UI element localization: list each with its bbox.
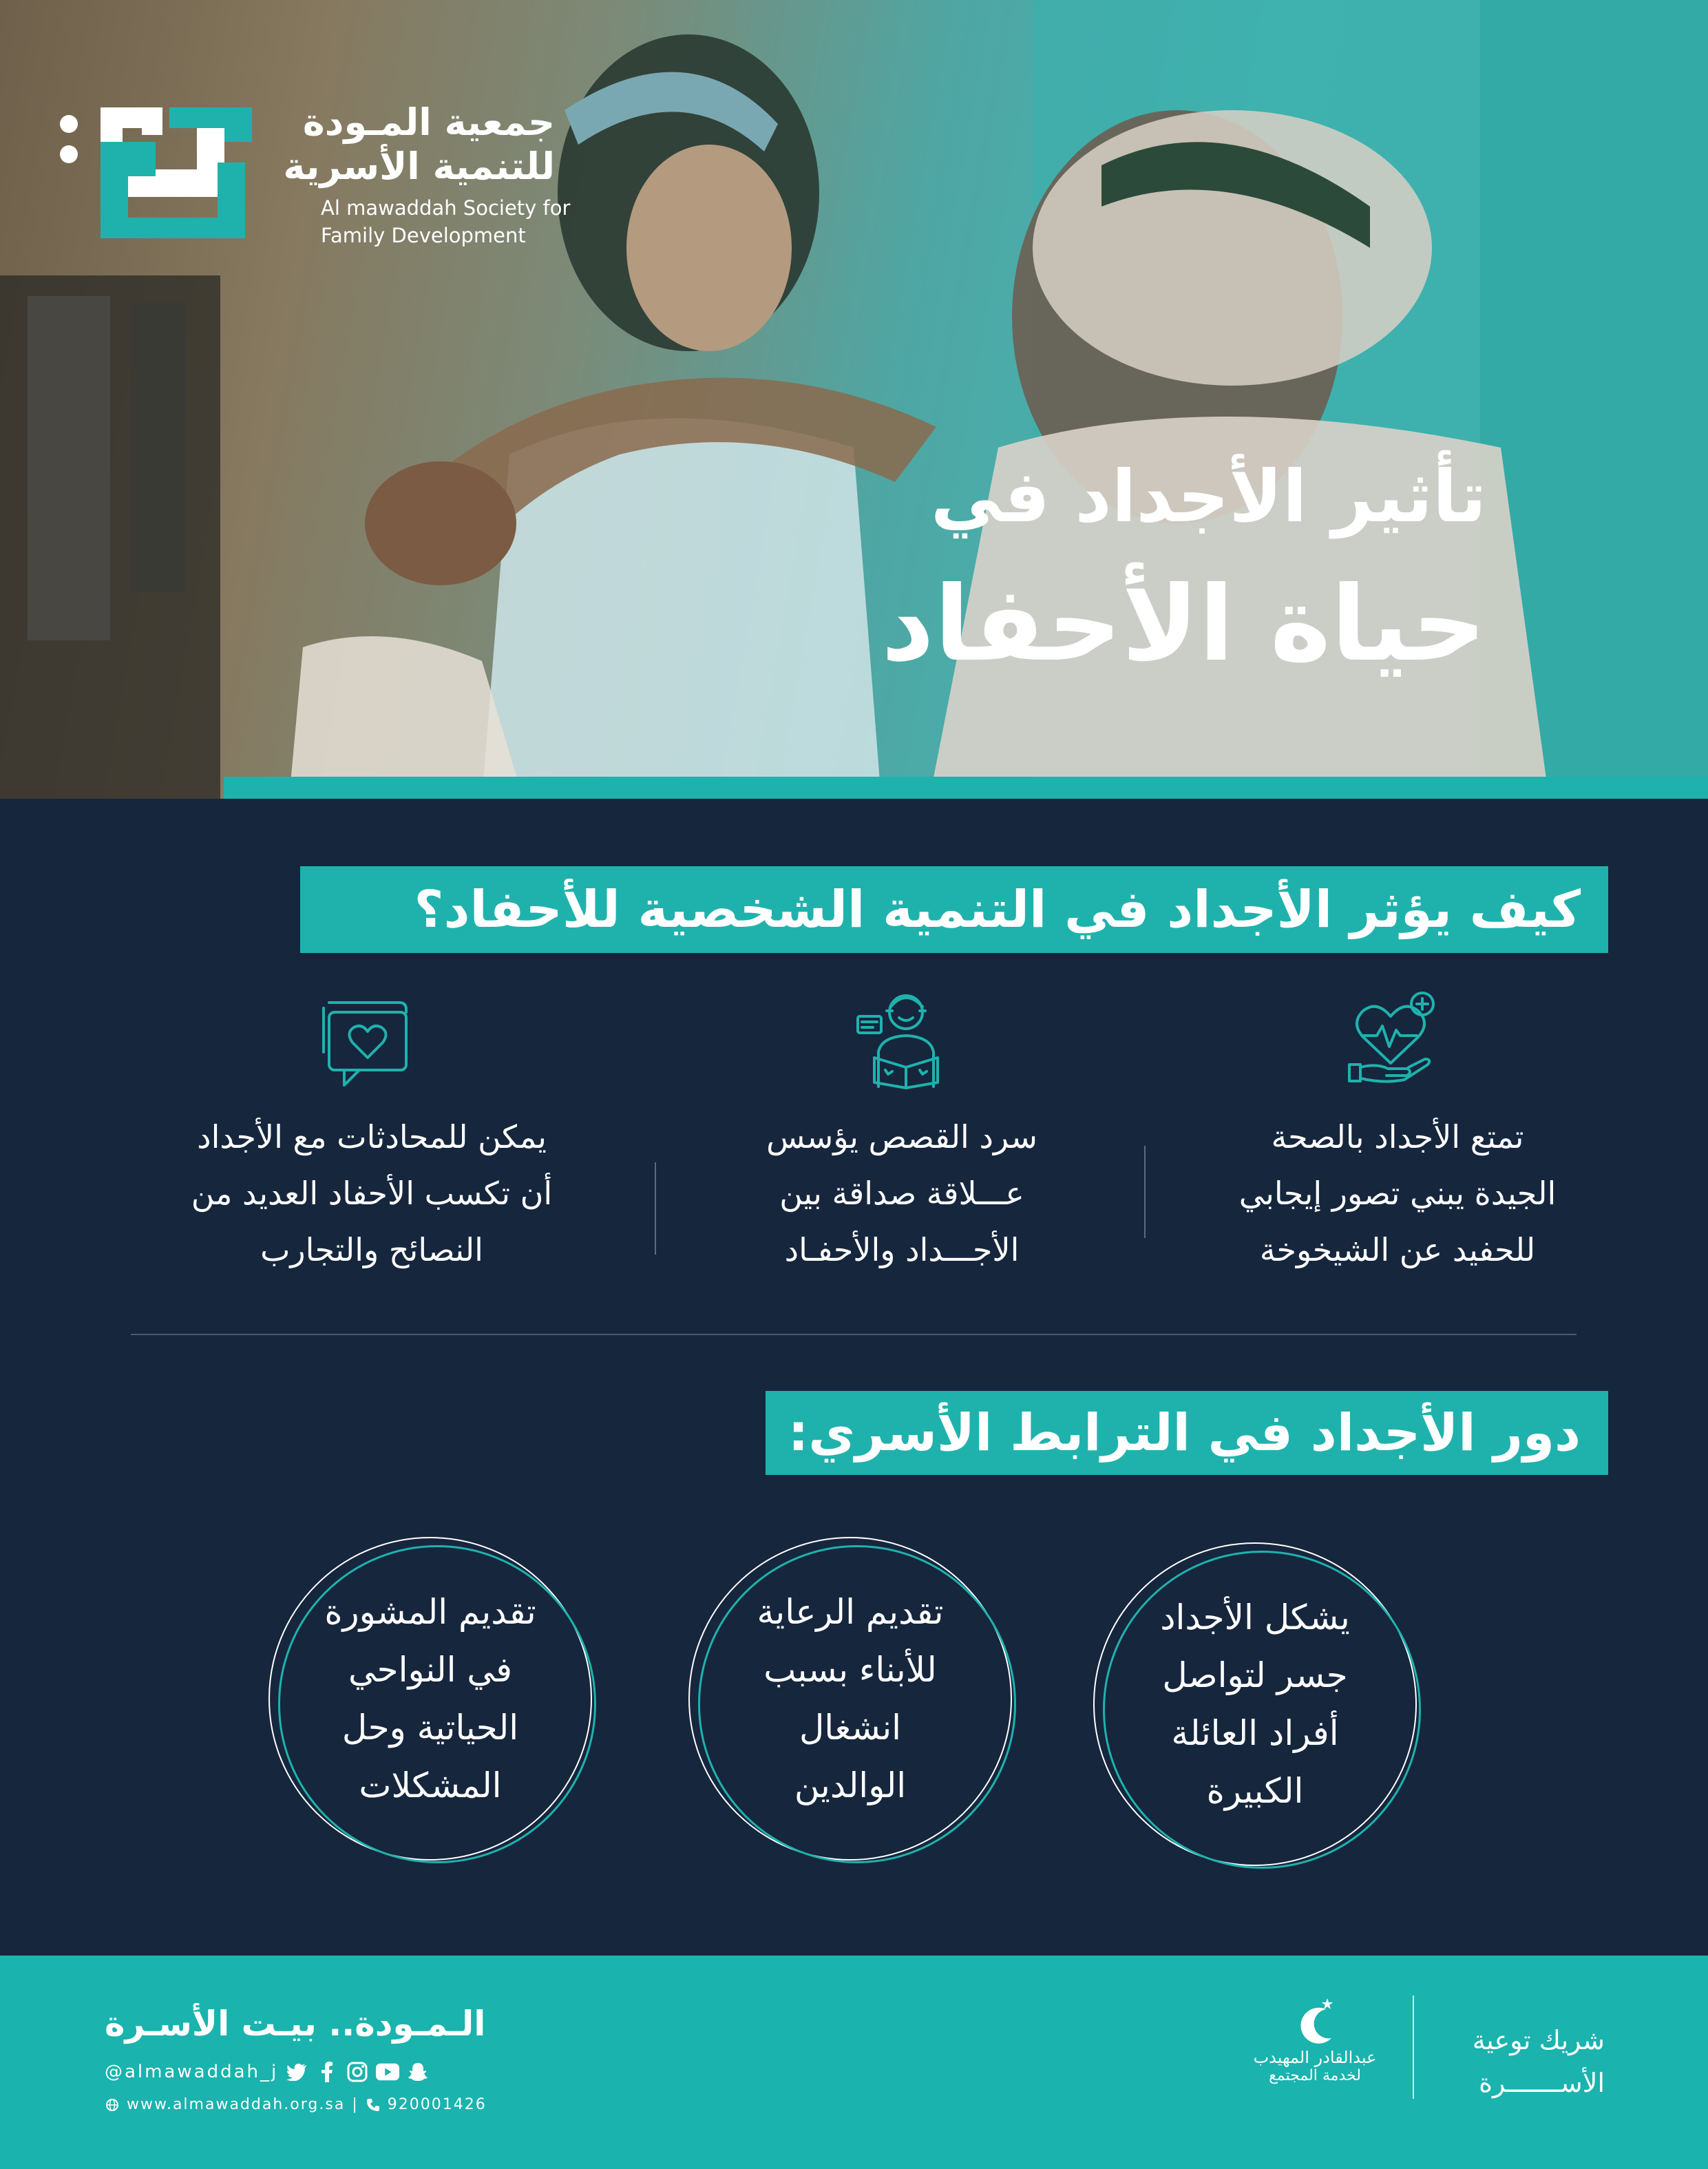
- globe-icon: [105, 2097, 120, 2113]
- hero-title-line1: تأثير الأجداد في: [930, 454, 1486, 538]
- social-handle[interactable]: @almawaddah_j: [105, 2062, 279, 2082]
- benefit-storytelling: [682, 1109, 1122, 1278]
- logo-name-ar-line2: للتنمية الأسرية: [283, 145, 555, 188]
- footer-slogan: الـمـودة.. بيـت الأسـرة: [105, 2004, 486, 2044]
- footer-divider: [1413, 1995, 1414, 2099]
- logo-name-en-line1: Al mawaddah Society for: [321, 196, 571, 220]
- role-circle-bridge: [1093, 1542, 1417, 1866]
- role-advice-line3: الحياتية وحل: [341, 1708, 519, 1748]
- phone-icon: [366, 2097, 381, 2113]
- separator-bar: |: [352, 2096, 359, 2113]
- benefit-health-line1: تمتع الأجداد بالصحة: [1271, 1118, 1524, 1155]
- benefit-storytelling-line2: عـــلاقة صداقة بين: [779, 1175, 1024, 1212]
- benefit-health-line3: للحفيد عن الشيخوخة: [1259, 1231, 1536, 1268]
- section2-heading-text: دور الأجداد في الترابط الأسري:: [788, 1403, 1581, 1463]
- hero-title-line2: حياة الأحفاد: [881, 565, 1486, 684]
- role-circle-advice: [268, 1537, 592, 1861]
- role-care-line4: الوالدين: [794, 1765, 907, 1805]
- footer-contact-row: [105, 2096, 487, 2113]
- role-bridge-line1: يشكل الأجداد: [1160, 1597, 1350, 1637]
- sponsor-name: عبدالقادر المهيدب: [1253, 2048, 1377, 2067]
- role-care-line3: انشغال: [799, 1708, 902, 1748]
- role-advice-line1: تقديم المشورة: [324, 1592, 536, 1632]
- footer-social-row: [105, 2060, 430, 2084]
- benefit-storytelling-line1: سرد القصص يؤسس: [766, 1118, 1037, 1155]
- role-circle-care: [688, 1537, 1012, 1861]
- column-divider: [655, 1162, 656, 1255]
- hero-accent-bar: [224, 777, 1708, 799]
- role-advice-line2: في النواحي: [348, 1650, 512, 1690]
- benefit-health-line2: الجيدة يبني تصور إيجابي: [1238, 1175, 1557, 1212]
- benefit-health: [1170, 1109, 1625, 1278]
- logo-english-name: [321, 194, 570, 249]
- section-divider: [131, 1334, 1577, 1335]
- heart-hand-icon: [1342, 987, 1439, 1084]
- awareness-partner: [1473, 2019, 1605, 2104]
- partner-line2: الأســـــــرة: [1479, 2068, 1605, 2098]
- snapchat-icon[interactable]: [406, 2060, 430, 2084]
- role-bridge-line2: جسر لتواصل: [1162, 1655, 1348, 1695]
- role-bridge-line3: أفراد العائلة: [1171, 1713, 1339, 1753]
- column-divider: [1144, 1146, 1146, 1238]
- facebook-icon[interactable]: [315, 2060, 339, 2084]
- logo-arabic-name: [283, 101, 555, 189]
- twitter-icon[interactable]: [285, 2060, 308, 2084]
- role-bridge-line4: الكبيرة: [1206, 1771, 1304, 1811]
- phone-number[interactable]: 920001426: [387, 2096, 487, 2113]
- role-care-line1: تقديم الرعاية: [757, 1592, 944, 1632]
- website-link[interactable]: www.almawaddah.org.sa: [127, 2096, 346, 2113]
- section2-heading: [766, 1391, 1608, 1475]
- logo-name-ar-line1: جمعية المـودة: [302, 101, 555, 144]
- section1-heading-text: كيف يؤثر الأجداد في التنمية الشخصية للأحفاد؟: [414, 880, 1581, 939]
- role-care-line2: للأبناء بسبب: [763, 1650, 937, 1690]
- benefit-conversations: [117, 1109, 626, 1278]
- logo-name-en-line2: Family Development: [321, 224, 526, 247]
- partner-line1: شريك توعية: [1472, 2025, 1605, 2055]
- benefit-conversations-line1: يمكن للمحادثات مع الأجداد: [197, 1118, 547, 1155]
- chat-heart-icon: [317, 997, 413, 1088]
- role-advice-line4: المشكلات: [359, 1765, 502, 1805]
- benefit-storytelling-line3: الأجـــداد والأحفـاد: [784, 1231, 1020, 1268]
- instagram-icon[interactable]: [346, 2060, 369, 2084]
- section1-heading: [300, 866, 1608, 953]
- sponsor-logo: [1239, 1983, 1391, 2084]
- benefit-conversations-line3: النصائح والتجارب: [260, 1231, 483, 1268]
- mawaddah-logo: [59, 101, 266, 245]
- benefit-conversations-line2: أن تكسب الأحفاد العديد من: [191, 1175, 553, 1212]
- storyteller-icon: [854, 986, 950, 1089]
- sponsor-tagline: لخدمة المجتمع: [1269, 2067, 1361, 2084]
- crescent-icon: [1298, 1995, 1340, 2051]
- youtube-icon[interactable]: [376, 2060, 399, 2084]
